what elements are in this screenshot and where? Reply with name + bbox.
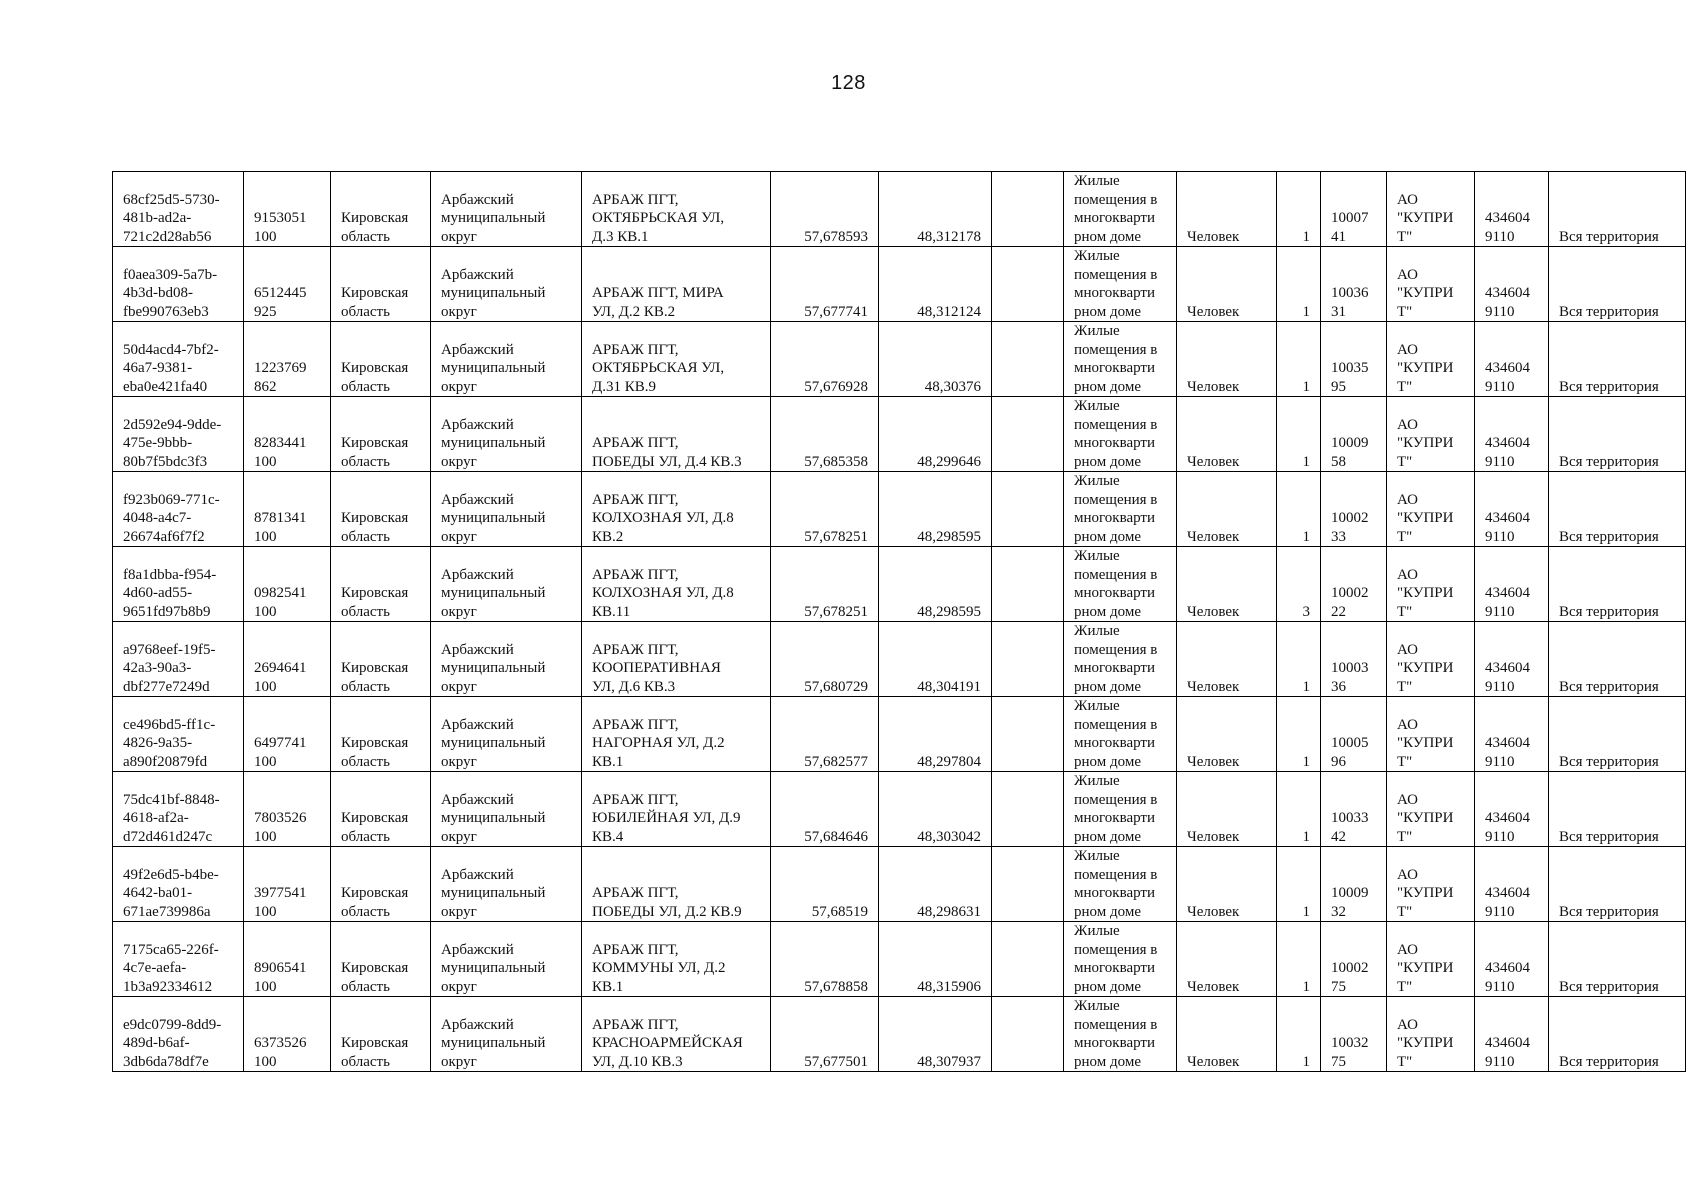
cell-empty — [992, 247, 1064, 322]
cell-empty — [992, 772, 1064, 847]
cell-latitude: 57,685358 — [771, 397, 879, 472]
cell-object-type: Жилые помещения в многокварти рном доме — [1064, 847, 1177, 922]
cell-latitude: 57,678858 — [771, 922, 879, 997]
cell-region: Кировская область — [331, 397, 431, 472]
cell-region: Кировская область — [331, 997, 431, 1072]
cell-organization: АО "КУПРИ Т" — [1387, 247, 1475, 322]
cell-count: 1 — [1277, 847, 1321, 922]
cell-district: Арбажский муниципальный округ — [431, 472, 582, 547]
cell-number: 10036 31 — [1321, 247, 1387, 322]
cell-code: 8283441 100 — [244, 397, 331, 472]
cell-object-type: Жилые помещения в многокварти рном доме — [1064, 247, 1177, 322]
cell-latitude: 57,678251 — [771, 547, 879, 622]
cell-latitude: 57,678593 — [771, 172, 879, 247]
cell-unit: Человек — [1177, 397, 1277, 472]
cell-latitude: 57,676928 — [771, 322, 879, 397]
cell-object-type: Жилые помещения в многокварти рном доме — [1064, 697, 1177, 772]
cell-organization: АО "КУПРИ Т" — [1387, 772, 1475, 847]
cell-object-type: Жилые помещения в многокварти рном доме — [1064, 997, 1177, 1072]
cell-unit: Человек — [1177, 622, 1277, 697]
cell-empty — [992, 622, 1064, 697]
cell-district: Арбажский муниципальный округ — [431, 847, 582, 922]
cell-unit: Человек — [1177, 772, 1277, 847]
cell-empty — [992, 997, 1064, 1072]
cell-address: АРБАЖ ПГТ, ПОБЕДЫ УЛ, Д.4 КВ.3 — [582, 397, 771, 472]
cell-unit: Человек — [1177, 847, 1277, 922]
cell-address: АРБАЖ ПГТ, КРАСНОАРМЕЙСКАЯ УЛ, Д.10 КВ.3 — [582, 997, 771, 1072]
cell-uuid: f8a1dbba-f954- 4d60-ad55- 9651fd97b8b9 — [113, 547, 244, 622]
cell-number: 10002 75 — [1321, 922, 1387, 997]
cell-uuid: f0aea309-5a7b- 4b3d-bd08- fbe990763eb3 — [113, 247, 244, 322]
cell-district: Арбажский муниципальный округ — [431, 547, 582, 622]
cell-longitude: 48,303042 — [879, 772, 992, 847]
cell-uuid: e9dc0799-8dd9- 489d-b6af- 3db6da78df7e — [113, 997, 244, 1072]
cell-region: Кировская область — [331, 622, 431, 697]
cell-organization: АО "КУПРИ Т" — [1387, 622, 1475, 697]
cell-territory: Вся территория — [1549, 172, 1686, 247]
cell-region: Кировская область — [331, 172, 431, 247]
cell-uuid: 49f2e6d5-b4be- 4642-ba01- 671ae739986a — [113, 847, 244, 922]
registry-table — [112, 171, 1686, 1072]
cell-longitude: 48,304191 — [879, 622, 992, 697]
table-row — [113, 997, 1686, 1072]
cell-address: АРБАЖ ПГТ, МИРА УЛ, Д.2 КВ.2 — [582, 247, 771, 322]
cell-district: Арбажский муниципальный округ — [431, 772, 582, 847]
cell-territory: Вся территория — [1549, 322, 1686, 397]
cell-unit: Человек — [1177, 172, 1277, 247]
cell-uuid: a9768eef-19f5- 42a3-90a3- dbf277e7249d — [113, 622, 244, 697]
cell-territory: Вся территория — [1549, 622, 1686, 697]
cell-inn: 434604 9110 — [1475, 772, 1549, 847]
cell-empty — [992, 397, 1064, 472]
table-row — [113, 322, 1686, 397]
cell-unit: Человек — [1177, 997, 1277, 1072]
cell-address: АРБАЖ ПГТ, КОЛХОЗНАЯ УЛ, Д.8 КВ.2 — [582, 472, 771, 547]
cell-district: Арбажский муниципальный округ — [431, 922, 582, 997]
cell-organization: АО "КУПРИ Т" — [1387, 922, 1475, 997]
cell-address: АРБАЖ ПГТ, ОКТЯБРЬСКАЯ УЛ, Д.31 КВ.9 — [582, 322, 771, 397]
cell-code: 6373526 100 — [244, 997, 331, 1072]
cell-object-type: Жилые помещения в многокварти рном доме — [1064, 622, 1177, 697]
cell-unit: Человек — [1177, 547, 1277, 622]
cell-inn: 434604 9110 — [1475, 397, 1549, 472]
table-row — [113, 772, 1686, 847]
cell-district: Арбажский муниципальный округ — [431, 247, 582, 322]
cell-empty — [992, 322, 1064, 397]
cell-territory: Вся территория — [1549, 547, 1686, 622]
cell-longitude: 48,298595 — [879, 472, 992, 547]
table-row — [113, 847, 1686, 922]
table-row — [113, 397, 1686, 472]
cell-inn: 434604 9110 — [1475, 622, 1549, 697]
cell-unit: Человек — [1177, 472, 1277, 547]
cell-count: 1 — [1277, 772, 1321, 847]
cell-district: Арбажский муниципальный округ — [431, 997, 582, 1072]
cell-organization: АО "КУПРИ Т" — [1387, 322, 1475, 397]
cell-longitude: 48,298595 — [879, 547, 992, 622]
cell-organization: АО "КУПРИ Т" — [1387, 397, 1475, 472]
cell-count: 1 — [1277, 622, 1321, 697]
cell-address: АРБАЖ ПГТ, ЮБИЛЕЙНАЯ УЛ, Д.9 КВ.4 — [582, 772, 771, 847]
cell-inn: 434604 9110 — [1475, 547, 1549, 622]
cell-region: Кировская область — [331, 322, 431, 397]
cell-region: Кировская область — [331, 247, 431, 322]
cell-inn: 434604 9110 — [1475, 322, 1549, 397]
cell-uuid: 50d4acd4-7bf2- 46a7-9381- eba0e421fa40 — [113, 322, 244, 397]
cell-latitude: 57,678251 — [771, 472, 879, 547]
cell-address: АРБАЖ ПГТ, ПОБЕДЫ УЛ, Д.2 КВ.9 — [582, 847, 771, 922]
cell-object-type: Жилые помещения в многокварти рном доме — [1064, 922, 1177, 997]
cell-district: Арбажский муниципальный округ — [431, 622, 582, 697]
cell-object-type: Жилые помещения в многокварти рном доме — [1064, 172, 1177, 247]
cell-inn: 434604 9110 — [1475, 172, 1549, 247]
cell-address: АРБАЖ ПГТ, НАГОРНАЯ УЛ, Д.2 КВ.1 — [582, 697, 771, 772]
cell-inn: 434604 9110 — [1475, 997, 1549, 1072]
cell-code: 3977541 100 — [244, 847, 331, 922]
cell-number: 10033 42 — [1321, 772, 1387, 847]
cell-empty — [992, 697, 1064, 772]
cell-empty — [992, 172, 1064, 247]
cell-count: 1 — [1277, 997, 1321, 1072]
cell-count: 1 — [1277, 247, 1321, 322]
cell-inn: 434604 9110 — [1475, 847, 1549, 922]
cell-number: 10032 75 — [1321, 997, 1387, 1072]
cell-organization: АО "КУПРИ Т" — [1387, 697, 1475, 772]
cell-code: 8906541 100 — [244, 922, 331, 997]
cell-unit: Человек — [1177, 697, 1277, 772]
cell-count: 3 — [1277, 547, 1321, 622]
cell-number: 10009 32 — [1321, 847, 1387, 922]
cell-address: АРБАЖ ПГТ, КООПЕРАТИВНАЯ УЛ, Д.6 КВ.3 — [582, 622, 771, 697]
cell-organization: АО "КУПРИ Т" — [1387, 472, 1475, 547]
table-body — [113, 172, 1686, 1072]
cell-territory: Вся территория — [1549, 247, 1686, 322]
cell-object-type: Жилые помещения в многокварти рном доме — [1064, 772, 1177, 847]
cell-object-type: Жилые помещения в многокварти рном доме — [1064, 397, 1177, 472]
cell-organization: АО "КУПРИ Т" — [1387, 847, 1475, 922]
cell-inn: 434604 9110 — [1475, 697, 1549, 772]
cell-region: Кировская область — [331, 697, 431, 772]
cell-district: Арбажский муниципальный округ — [431, 172, 582, 247]
cell-inn: 434604 9110 — [1475, 472, 1549, 547]
cell-count: 1 — [1277, 922, 1321, 997]
cell-address: АРБАЖ ПГТ, ОКТЯБРЬСКАЯ УЛ, Д.3 КВ.1 — [582, 172, 771, 247]
cell-code: 9153051 100 — [244, 172, 331, 247]
cell-code: 1223769 862 — [244, 322, 331, 397]
cell-uuid: 2d592e94-9dde- 475e-9bbb- 80b7f5bdc3f3 — [113, 397, 244, 472]
cell-territory: Вся территория — [1549, 922, 1686, 997]
cell-territory: Вся территория — [1549, 472, 1686, 547]
cell-count: 1 — [1277, 697, 1321, 772]
cell-region: Кировская область — [331, 922, 431, 997]
cell-number: 10002 33 — [1321, 472, 1387, 547]
cell-longitude: 48,315906 — [879, 922, 992, 997]
cell-object-type: Жилые помещения в многокварти рном доме — [1064, 322, 1177, 397]
cell-number: 10005 96 — [1321, 697, 1387, 772]
table-row — [113, 247, 1686, 322]
cell-unit: Человек — [1177, 922, 1277, 997]
cell-longitude: 48,312178 — [879, 172, 992, 247]
cell-uuid: 68cf25d5-5730- 481b-ad2a- 721c2d28ab56 — [113, 172, 244, 247]
cell-district: Арбажский муниципальный округ — [431, 322, 582, 397]
cell-code: 8781341 100 — [244, 472, 331, 547]
cell-longitude: 48,307937 — [879, 997, 992, 1072]
cell-district: Арбажский муниципальный округ — [431, 397, 582, 472]
cell-longitude: 48,312124 — [879, 247, 992, 322]
cell-count: 1 — [1277, 172, 1321, 247]
cell-code: 6512445 925 — [244, 247, 331, 322]
cell-organization: АО "КУПРИ Т" — [1387, 547, 1475, 622]
cell-territory: Вся территория — [1549, 397, 1686, 472]
table-row — [113, 622, 1686, 697]
cell-uuid: f923b069-771c- 4048-a4c7- 26674af6f7f2 — [113, 472, 244, 547]
table-row — [113, 922, 1686, 997]
cell-territory: Вся территория — [1549, 772, 1686, 847]
cell-object-type: Жилые помещения в многокварти рном доме — [1064, 547, 1177, 622]
cell-latitude: 57,684646 — [771, 772, 879, 847]
table-row — [113, 172, 1686, 247]
cell-organization: АО "КУПРИ Т" — [1387, 997, 1475, 1072]
cell-object-type: Жилые помещения в многокварти рном доме — [1064, 472, 1177, 547]
table-row — [113, 472, 1686, 547]
cell-latitude: 57,682577 — [771, 697, 879, 772]
cell-unit: Человек — [1177, 247, 1277, 322]
cell-uuid: ce496bd5-ff1c- 4826-9a35- a890f20879fd — [113, 697, 244, 772]
cell-unit: Человек — [1177, 322, 1277, 397]
cell-empty — [992, 547, 1064, 622]
cell-uuid: 7175ca65-226f- 4c7e-aefa- 1b3a92334612 — [113, 922, 244, 997]
cell-longitude: 48,297804 — [879, 697, 992, 772]
cell-territory: Вся территория — [1549, 997, 1686, 1072]
cell-inn: 434604 9110 — [1475, 922, 1549, 997]
cell-territory: Вся территория — [1549, 697, 1686, 772]
cell-longitude: 48,30376 — [879, 322, 992, 397]
cell-count: 1 — [1277, 322, 1321, 397]
cell-number: 10003 36 — [1321, 622, 1387, 697]
cell-organization: АО "КУПРИ Т" — [1387, 172, 1475, 247]
cell-longitude: 48,298631 — [879, 847, 992, 922]
cell-address: АРБАЖ ПГТ, КОЛХОЗНАЯ УЛ, Д.8 КВ.11 — [582, 547, 771, 622]
cell-number: 10035 95 — [1321, 322, 1387, 397]
cell-latitude: 57,677741 — [771, 247, 879, 322]
cell-latitude: 57,677501 — [771, 997, 879, 1072]
cell-code: 0982541 100 — [244, 547, 331, 622]
cell-region: Кировская область — [331, 772, 431, 847]
table-row — [113, 547, 1686, 622]
page-number: 128 — [831, 72, 866, 94]
cell-longitude: 48,299646 — [879, 397, 992, 472]
cell-latitude: 57,68519 — [771, 847, 879, 922]
cell-inn: 434604 9110 — [1475, 247, 1549, 322]
cell-address: АРБАЖ ПГТ, КОММУНЫ УЛ, Д.2 КВ.1 — [582, 922, 771, 997]
cell-territory: Вся территория — [1549, 847, 1686, 922]
cell-region: Кировская область — [331, 847, 431, 922]
cell-latitude: 57,680729 — [771, 622, 879, 697]
cell-code: 7803526 100 — [244, 772, 331, 847]
cell-code: 6497741 100 — [244, 697, 331, 772]
cell-region: Кировская область — [331, 547, 431, 622]
cell-count: 1 — [1277, 472, 1321, 547]
cell-code: 2694641 100 — [244, 622, 331, 697]
cell-uuid: 75dc41bf-8848- 4618-af2a- d72d461d247c — [113, 772, 244, 847]
cell-region: Кировская область — [331, 472, 431, 547]
cell-count: 1 — [1277, 397, 1321, 472]
cell-number: 10002 22 — [1321, 547, 1387, 622]
cell-empty — [992, 472, 1064, 547]
cell-district: Арбажский муниципальный округ — [431, 697, 582, 772]
cell-empty — [992, 847, 1064, 922]
table-row — [113, 697, 1686, 772]
cell-number: 10007 41 — [1321, 172, 1387, 247]
cell-number: 10009 58 — [1321, 397, 1387, 472]
cell-empty — [992, 922, 1064, 997]
